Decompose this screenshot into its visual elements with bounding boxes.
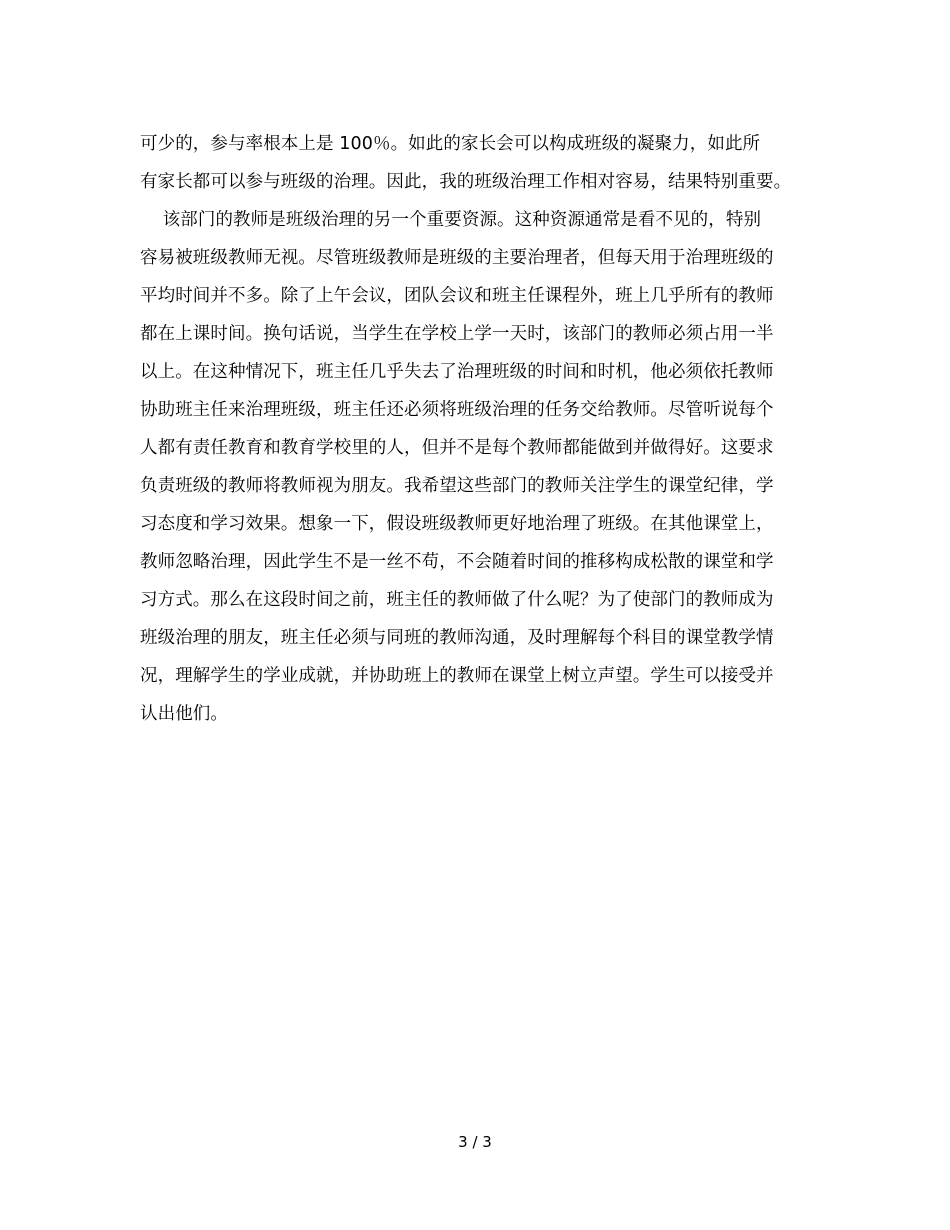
document-body (140, 125, 830, 733)
paragraph-1 (140, 125, 830, 201)
text-line: 负责班级的教师将教师视为朋友。我希望这些部门的教师关注学生的课堂纪律，学 (140, 476, 774, 496)
paragraph-2 (140, 201, 830, 733)
text-line: 认出他们。 (140, 704, 228, 724)
text-line: 教师忽略治理，因此学生不是一丝不苟，不会随着时间的推移构成松散的课堂和学 (140, 552, 774, 572)
text-line: 习态度和学习效果。想象一下，假设班级教师更好地治理了班级。在其他课堂上， (140, 514, 774, 534)
text-line: 都在上课时间。换句话说，当学生在学校上学一天时，该部门的教师必须占用一半 (140, 324, 774, 344)
text-line: 可少的，参与率根本上是 100％。如此的家长会可以构成班级的凝聚力，如此所 (140, 134, 761, 154)
text-line: 有家长都可以参与班级的治理。因此，我的班级治理工作相对容易，结果特别重要。 (140, 172, 792, 192)
text-line: 协助班主任来治理班级，班主任还必须将班级治理的任务交给教师。尽管听说每个 (140, 400, 774, 420)
page-number: 3 / 3 (458, 1133, 492, 1151)
text-line: 班级治理的朋友，班主任必须与同班的教师沟通，及时理解每个科目的课堂教学情 (140, 628, 774, 648)
text-line: 平均时间并不多。除了上午会议，团队会议和班主任课程外，班上几乎所有的教师 (140, 286, 774, 306)
text-line: 习方式。那么在这段时间之前，班主任的教师做了什么呢？为了使部门的教师成为 (140, 590, 774, 610)
text-line: 况，理解学生的学业成就，并协助班上的教师在课堂上树立声望。学生可以接受并 (140, 666, 774, 686)
text-line: 该部门的教师是班级治理的另一个重要资源。这种资源通常是看不见的，特别 (140, 210, 762, 230)
text-line: 容易被班级教师无视。尽管班级教师是班级的主要治理者，但每天用于治理班级的 (140, 248, 774, 268)
text-line: 人都有责任教育和教育学校里的人，但并不是每个教师都能做到并做得好。这要求 (140, 438, 774, 458)
text-line: 以上。在这种情况下，班主任几乎失去了治理班级的时间和时机，他必须依托教师 (140, 362, 774, 382)
